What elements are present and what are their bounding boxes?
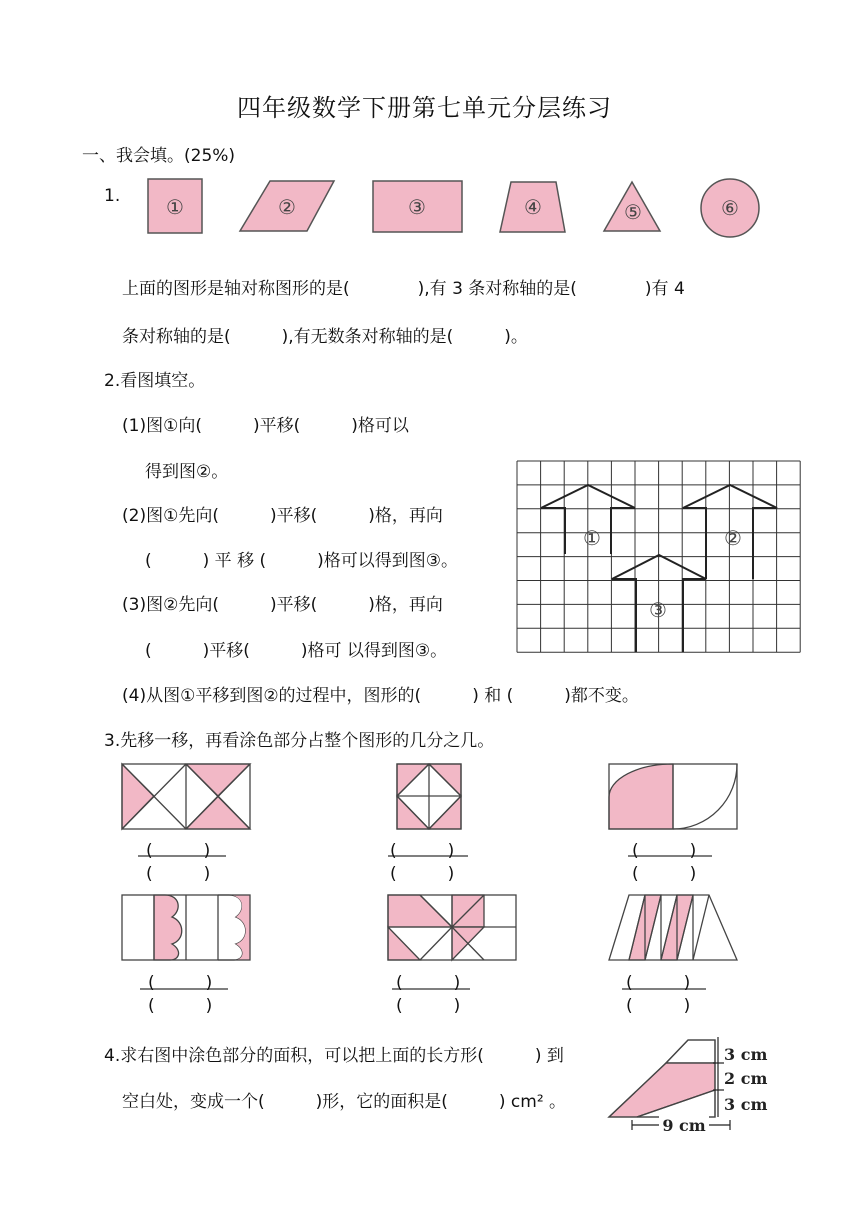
fraction-numerator: ( ) <box>148 973 213 993</box>
q2-item2-cont: ( ) 平 移 ( )格可以得到图③。 <box>145 551 458 571</box>
shape-label: ② <box>278 195 296 219</box>
q2-item3-cont: ( )平移( )格可 以得到图③。 <box>145 641 448 661</box>
shape-label: ① <box>166 195 184 219</box>
fraction-numerator: ( ) <box>146 841 211 861</box>
question-number: 1. <box>104 186 121 206</box>
shape-label: ⑤ <box>624 200 642 224</box>
figure-1-label: ① <box>583 526 601 550</box>
dim-bottom: 3 cm <box>724 1095 768 1114</box>
q4-line1: 4.求右图中涂色部分的面积，可以把上面的长方形( ) 到 <box>104 1046 564 1066</box>
shape-label: ⑥ <box>721 196 739 220</box>
fraction-denominator: ( ) <box>148 996 213 1016</box>
fraction-numerator: ( ) <box>626 973 691 993</box>
q3-title: 3.先移一移，再看涂色部分占整个图形的几分之几。 <box>104 731 495 751</box>
dim-base: 9 cm <box>662 1116 706 1135</box>
fraction-numerator: ( ) <box>632 841 697 861</box>
dim-middle: 2 cm <box>724 1069 768 1088</box>
q4-line2: 空白处，变成一个( )形，它的面积是( ) cm² 。 <box>122 1092 567 1112</box>
fraction-denominator: ( ) <box>146 864 211 884</box>
q1-line1: 上面的图形是轴对称图形的是( ),有 3 条对称轴的是( )有 4 <box>122 279 685 299</box>
fraction-denominator: ( ) <box>632 864 697 884</box>
q2-item2: (2)图①先向( )平移( )格，再向 <box>122 506 443 526</box>
page-title: 四年级数学下册第七单元分层练习 <box>237 94 612 122</box>
figure-2-label: ② <box>724 526 742 550</box>
q2-item4: (4)从图①平移到图②的过程中，图形的( ) 和 ( )都不变。 <box>122 686 639 706</box>
shape-label: ④ <box>524 195 542 219</box>
fraction-numerator: ( ) <box>390 841 455 861</box>
q2-item1: (1)图①向( )平移( )格可以 <box>122 416 409 436</box>
q2-title: 2.看图填空。 <box>104 371 206 391</box>
fraction-numerator: ( ) <box>396 973 461 993</box>
q1-line2: 条对称轴的是( ),有无数条对称轴的是( )。 <box>122 327 528 347</box>
fraction-denominator: ( ) <box>396 996 461 1016</box>
q2-item1-cont: 得到图②。 <box>145 462 229 482</box>
dim-top: 3 cm <box>724 1045 768 1064</box>
fraction-denominator: ( ) <box>390 864 455 884</box>
q2-item3: (3)图②先向( )平移( )格，再向 <box>122 595 443 615</box>
section-heading: 一、我会填。(25%) <box>82 146 236 166</box>
fraction-denominator: ( ) <box>626 996 691 1016</box>
figure-3-label: ③ <box>649 598 667 622</box>
shape-label: ③ <box>408 195 426 219</box>
